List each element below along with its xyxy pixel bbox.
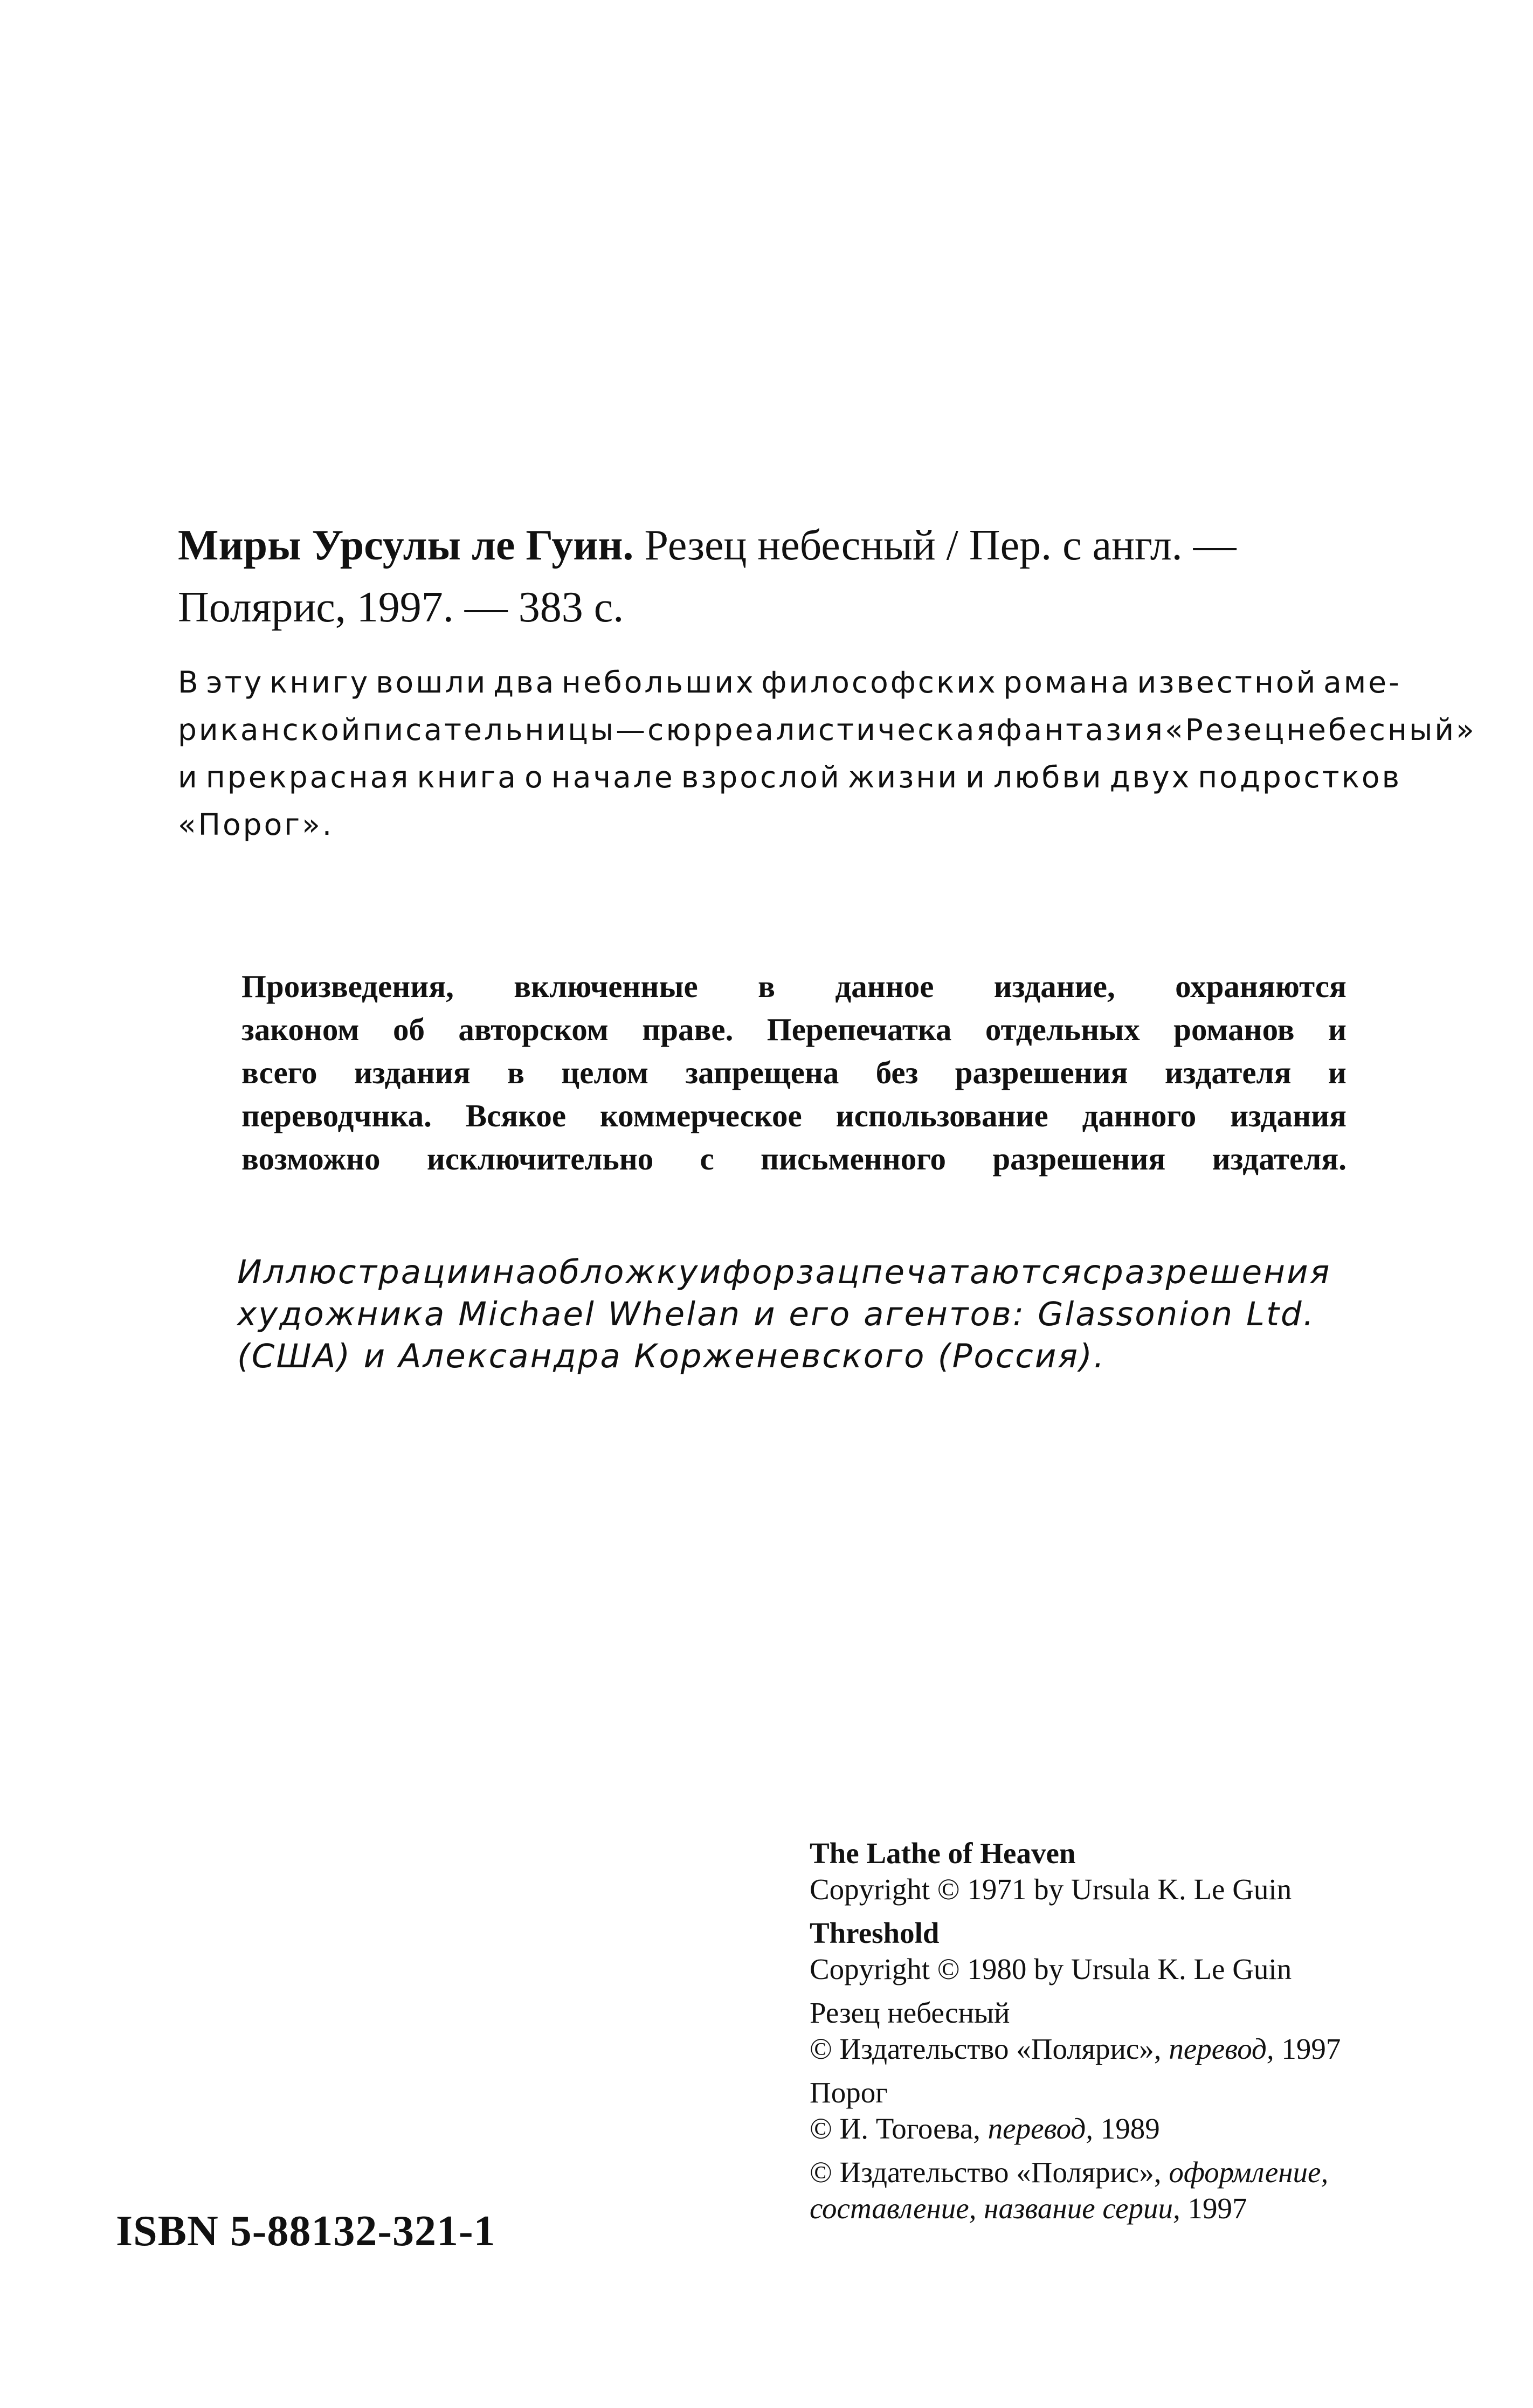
word: сюрреалистическая xyxy=(647,712,997,747)
translation-title-1: Резец небесный xyxy=(810,1996,1010,2029)
original-title-1: The Lathe of Heaven xyxy=(810,1837,1076,1870)
word: издание, xyxy=(993,968,1115,1004)
word: о xyxy=(524,760,545,794)
illustrations-credit xyxy=(237,1251,1331,1378)
word: разрешения xyxy=(955,1055,1128,1090)
word: прекрасная xyxy=(205,760,411,794)
word: издателя. xyxy=(1212,1141,1346,1177)
rights-line xyxy=(241,1094,1346,1137)
word: небольших xyxy=(562,665,756,700)
word: подростков xyxy=(1198,760,1401,794)
word: любви xyxy=(993,760,1103,794)
word: фантазия xyxy=(996,712,1165,747)
word: писательницы xyxy=(362,712,616,747)
word: охраняются xyxy=(1175,968,1346,1004)
word: возможно xyxy=(241,1141,381,1177)
series-title: Миры Урсулы ле Гуин. xyxy=(178,522,634,569)
word: и xyxy=(178,760,199,794)
word: праве. xyxy=(642,1012,734,1047)
rights-line xyxy=(241,1137,1346,1180)
word: Glassonion xyxy=(1038,1295,1234,1333)
word: двух xyxy=(1109,760,1192,794)
word: издания xyxy=(1230,1098,1346,1133)
rights-line xyxy=(241,965,1346,1008)
bibliographic-description xyxy=(178,515,1407,639)
translation-copyright-2: © И. Тогоева, перевод, 1989 xyxy=(810,2112,1160,2145)
word: его xyxy=(789,1295,852,1333)
translation-title-2: Порог xyxy=(810,2076,888,2109)
word: без xyxy=(875,1055,919,1090)
word: художника xyxy=(237,1295,446,1333)
word: коммерческое xyxy=(599,1098,802,1133)
book-title-translation: Резец небесный / Пер. с англ. — xyxy=(633,522,1237,569)
original-copyright-1: Copyright © 1971 by Ursula K. Le Guin xyxy=(810,1873,1292,1906)
word: вошли xyxy=(376,665,488,700)
word: два xyxy=(493,665,556,700)
annotation-line xyxy=(178,753,1401,801)
isbn: ISBN 5-88132-321-1 xyxy=(116,2208,496,2255)
word: взрослой xyxy=(681,760,841,794)
design-copyright: © Издательство «Полярис», оформление, xyxy=(810,2156,1329,2189)
word: Всякое xyxy=(465,1098,567,1133)
word: переводчнка. xyxy=(241,1098,432,1133)
illustrations-line: (США) и Александра Корженевского (Россия). xyxy=(237,1337,1106,1375)
word: обложку xyxy=(537,1253,700,1291)
word: риканской xyxy=(178,712,363,747)
word: издания xyxy=(354,1055,471,1090)
word: отдельных xyxy=(985,1012,1140,1047)
bib-line-2: Полярис, 1997. — 383 с. xyxy=(178,584,624,631)
word: издателя xyxy=(1164,1055,1292,1090)
annotation-line: «Порог». xyxy=(178,807,334,842)
word: целом xyxy=(561,1055,649,1090)
original-copyright-2: Copyright © 1980 by Ursula K. Le Guin xyxy=(810,1953,1292,1985)
word: в xyxy=(758,968,775,1004)
bib-line-1 xyxy=(178,515,1407,577)
rights-line xyxy=(241,1008,1346,1051)
translation-copyright-1: © Издательство «Полярис», перевод, 1997 xyxy=(810,2032,1341,2065)
design-copyright-cont: составление, название серии, 1997 xyxy=(810,2192,1247,2225)
word: печатаются xyxy=(861,1253,1083,1291)
word: и xyxy=(699,1253,723,1291)
word: исключительно xyxy=(426,1141,654,1177)
rights-notice xyxy=(241,965,1346,1180)
word: романа xyxy=(1003,665,1131,700)
word: и xyxy=(1328,1055,1346,1090)
word: на xyxy=(492,1253,538,1291)
annotation xyxy=(178,659,1476,848)
word: авторском xyxy=(458,1012,609,1047)
word: всего xyxy=(241,1055,317,1090)
annotation-line xyxy=(178,659,1401,706)
word: и xyxy=(1328,1012,1346,1047)
word: книга xyxy=(417,760,518,794)
word: законом xyxy=(241,1012,360,1047)
word: небесный» xyxy=(1286,712,1476,747)
word: — xyxy=(616,712,648,747)
word: Иллюстрации xyxy=(237,1253,493,1291)
word: данного xyxy=(1082,1098,1197,1133)
word: включенные xyxy=(514,968,698,1004)
original-title-2: Threshold xyxy=(810,1916,940,1949)
word: запрещена xyxy=(685,1055,839,1090)
word: «Резец xyxy=(1165,712,1287,747)
word: жизни xyxy=(847,760,959,794)
word: Ltd. xyxy=(1246,1295,1315,1333)
word: в xyxy=(507,1055,524,1090)
word: и xyxy=(753,1295,777,1333)
word: известной xyxy=(1137,665,1318,700)
word: разрешения xyxy=(992,1141,1166,1177)
illustrations-line xyxy=(237,1293,1315,1336)
annotation-line xyxy=(178,706,1476,753)
word: аме- xyxy=(1323,665,1401,700)
illustrations-line xyxy=(237,1251,1331,1293)
word: данное xyxy=(835,968,934,1004)
word: книгу xyxy=(269,665,370,700)
word: разрешения xyxy=(1102,1253,1331,1291)
word: философских xyxy=(761,665,998,700)
word: В xyxy=(178,665,201,700)
rights-line xyxy=(241,1051,1346,1094)
word: Whelan xyxy=(607,1295,742,1333)
word: агентов: xyxy=(864,1295,1026,1333)
word: письменного xyxy=(761,1141,947,1177)
word: с xyxy=(700,1141,714,1177)
word: начале xyxy=(551,760,675,794)
word: Произведения, xyxy=(241,968,454,1004)
word: эту xyxy=(206,665,264,700)
word: Michael xyxy=(458,1295,596,1333)
word: об xyxy=(392,1012,425,1047)
word: и xyxy=(965,760,987,794)
word: форзац xyxy=(722,1253,861,1291)
word: Перепечатка xyxy=(766,1012,952,1047)
word: использование xyxy=(835,1098,1048,1133)
copyright-credits xyxy=(810,1835,1456,2226)
word: романов xyxy=(1173,1012,1295,1047)
word: с xyxy=(1082,1253,1102,1291)
